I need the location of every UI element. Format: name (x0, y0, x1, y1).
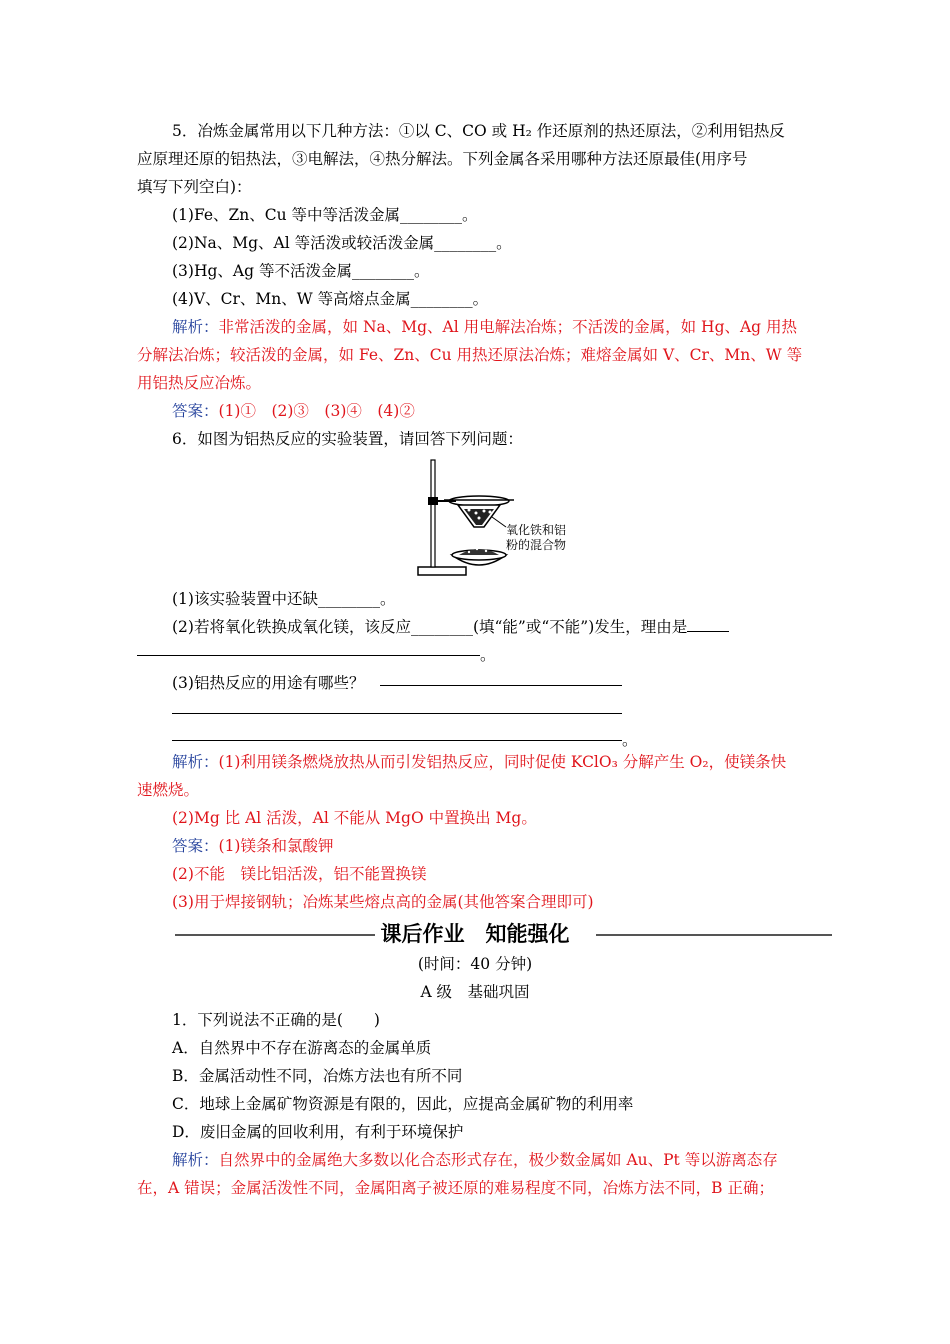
answer-text: (1)① (2)③ (3)④ (4)② (218, 402, 415, 420)
q1-stem: 1．下列说法不正确的是( ) (172, 1011, 380, 1029)
time-limit: (时间：40 分钟) (417, 955, 533, 973)
q6-analysis-line-1 (172, 752, 786, 772)
q6-sub-2-text: (2)若将氧化铁换成氧化镁，该反应________(填“能”或“不能”)发生，理由是 (172, 618, 688, 636)
q6-answer-3: (3)用于焊接钢轨；冶炼某些熔点高的金属(其他答案合理即可) (172, 893, 594, 911)
answer-label: 答案： (172, 402, 219, 420)
level-heading: A 级 基础巩固 (420, 983, 530, 1001)
answer-label: 答案： (172, 837, 219, 855)
analysis-label: 解析： (172, 1151, 219, 1169)
answer-blank-rule (172, 713, 622, 714)
q1-option-b: B．金属活动性不同，冶炼方法也有所不同 (172, 1067, 463, 1085)
q5-answer (172, 401, 415, 421)
analysis-text: 自然界中的金属绝大多数以化合态形式存在，极少数金属如 Au、Pt 等以游离态存 (218, 1151, 778, 1169)
q1-option-a: A．自然界中不存在游离态的金属单质 (172, 1039, 432, 1057)
thermite-apparatus-diagram (414, 455, 604, 580)
answer-blank-rule (137, 655, 480, 656)
q6-sub-3-end: 。 (622, 731, 638, 749)
q5-sub-2: (2)Na、Mg、Al 等活泼或较活泼金属________。 (172, 234, 512, 252)
q5-analysis-line-1 (172, 317, 797, 337)
q5-sub-1: (1)Fe、Zn、Cu 等中等活泼金属________。 (172, 206, 478, 224)
q1-analysis-line-2: 在，A 错误；金属活泼性不同，金属阳离子被还原的难易程度不同，冶炼方法不同，B 正确； (137, 1179, 774, 1197)
analysis-text: 非常活泼的金属，如 Na、Mg、Al 用电解法冶炼；不活泼的金属，如 Hg、Ag 用热 (218, 318, 798, 336)
section-banner (0, 920, 950, 948)
analysis-label: 解析： (172, 753, 219, 771)
q6-stem: 6．如图为铝热反应的实验装置，请回答下列问题： (172, 430, 523, 448)
figure-caption-line-2: 粉的混合物 (506, 538, 567, 552)
analysis-text: (1)利用镁条燃烧放热从而引发铝热反应，同时促使 KClO₃ 分解产生 O₂，使镁条快 (218, 753, 787, 771)
answer-blank-rule (172, 740, 622, 741)
q6-sub-3-text: (3)铝热反应的用途有哪些？ (172, 674, 365, 692)
q5-analysis-line-3: 用铝热反应冶炼。 (137, 374, 262, 392)
analysis-label: 解析： (172, 318, 219, 336)
q6-analysis-line-3: (2)Mg 比 Al 活泼，Al 不能从 MgO 中置换出 Mg。 (172, 809, 537, 827)
q6-sub-3 (172, 673, 364, 693)
q6-sub-2-end: 。 (480, 646, 496, 664)
q6-answer-2: (2)不能 镁比铝活泼，铝不能置换镁 (172, 865, 427, 883)
q5-sub-4: (4)V、Cr、Mn、W 等高熔点金属________。 (172, 290, 489, 308)
q1-option-c: C．地球上金属矿物资源是有限的，因此，应提高金属矿物的利用率 (172, 1095, 634, 1113)
blank-line (687, 617, 729, 632)
q5-stem-line-3: 填写下列空白)： (137, 178, 252, 196)
q1-option-d: D．废旧金属的回收利用，有利于环境保护 (172, 1123, 464, 1141)
q6-analysis-line-2: 速燃烧。 (137, 781, 200, 799)
q6-answer-1 (172, 836, 333, 856)
figure-caption-line-1: 氧化铁和铝 (506, 523, 567, 537)
section-banner-title: 课后作业 知能强化 (375, 922, 576, 946)
q5-stem-line-2: 应原理还原的铝热法，③电解法，④热分解法。下列金属各采用哪种方法还原最佳(用序号 (137, 150, 748, 168)
answer-text: (1)镁条和氯酸钾 (218, 837, 334, 855)
q6-sub-1: (1)该实验装置中还缺________。 (172, 590, 396, 608)
answer-blank-rule (380, 685, 622, 686)
q5-analysis-line-2: 分解法冶炼；较活泼的金属，如 Fe、Zn、Cu 用热还原法冶炼；难熔金属如 V、Cr、Mn、W 等 (137, 346, 803, 364)
q6-sub-2 (172, 617, 729, 637)
q5-stem-line-1: 5．冶炼金属常用以下几种方法：①以 C、CO 或 H₂ 作还原剂的热还原法，②利用铝热反 (172, 122, 785, 140)
q5-sub-3: (3)Hg、Ag 等不活泼金属________。 (172, 262, 430, 280)
q1-analysis-line-1 (172, 1150, 778, 1170)
